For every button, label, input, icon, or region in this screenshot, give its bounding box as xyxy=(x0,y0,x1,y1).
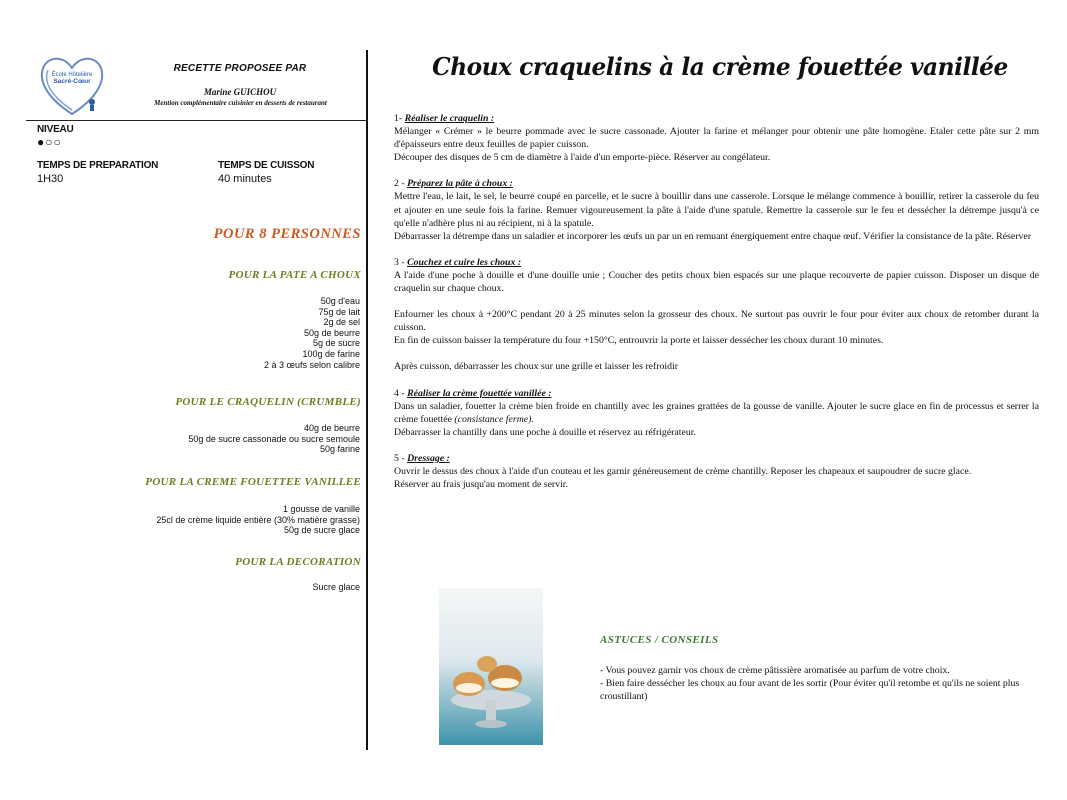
step-3 xyxy=(394,256,1039,295)
level-dot-empty: ○ xyxy=(53,135,62,149)
level-label: NIVEAU xyxy=(37,124,74,135)
step-text: Découper des disques de 5 cm de diamètre à l'aide d'un emporte-pièce. Réserver au congélateur. xyxy=(394,152,771,164)
level-dot-filled: ● xyxy=(37,135,46,149)
step-heading: Réaliser le craquelin : xyxy=(404,113,495,124)
level-rating xyxy=(37,136,62,148)
ingredient-item: 2g de sel xyxy=(323,317,360,328)
ingredient-item: 40g de beurre xyxy=(303,423,360,433)
step-heading: Réaliser la crème fouettée vanillée : xyxy=(407,387,552,399)
step-text: Après cuisson, débarrasser les choux sur une grille et laisser les refroidir xyxy=(394,361,679,373)
author-name: Marine GUICHOU xyxy=(203,87,277,97)
ingredient-item: 2 à 3 œufs selon calibre xyxy=(263,359,360,370)
recipe-steps xyxy=(394,112,1039,504)
tips-list xyxy=(600,664,1040,703)
cook-time-value: 40 minutes xyxy=(218,173,272,185)
step-text: Débarrasser la chantilly dans une poche à douille et réservez au réfrigérateur. xyxy=(394,426,696,438)
step-heading: Préparez la pâte à choux : xyxy=(407,178,513,190)
recipe-photo xyxy=(439,588,543,745)
ingredient-item: 50g de sucre cassonade ou sucre semoule xyxy=(188,433,360,444)
ingredient-item: 25cl de crème liquide entière (30% matière grasse) xyxy=(156,514,360,525)
school-logo xyxy=(36,52,108,120)
cook-time-label: TEMPS DE CUISSON xyxy=(218,160,315,171)
step-number: 4 - xyxy=(394,387,405,399)
section-title-craquelin: POUR LE CRAQUELIN (CRUMBLE) xyxy=(175,396,361,408)
column-divider xyxy=(366,50,368,750)
ingredient-list-pate-a-choux xyxy=(40,296,360,370)
tip-item: - Vous pouvez garnir vos choux de crème pâtissière aromatisée au parfum de votre choix. xyxy=(600,665,950,676)
step-text: En fin de cuisson baisser la température du four +150°C, entrouvrir la porte et laisser dessécher les choux durant 10 minutes. xyxy=(394,335,884,347)
ingredient-item: Sucre glace xyxy=(312,582,360,592)
ingredient-list-decoration xyxy=(40,582,360,593)
servings-heading: POUR 8 PERSONNES xyxy=(213,226,361,242)
step-text: Dans un saladier, fouetter la crème bien froide en chantilly avec les graines grattées de la gousse de vanille. Ajouter le sucre glace en fin de processus et serrer la crème fouettée xyxy=(394,400,1039,425)
step-number: 2 - xyxy=(394,178,405,190)
step-number: 3 - xyxy=(394,256,405,268)
step-text: Débarrasser la détrempe dans un saladier et incorporer les œufs un par un en remuant énergiquement entre chaque œuf. Vérifier la consistance de la pâte. Réserver xyxy=(394,230,1031,242)
step-5 xyxy=(394,452,1039,491)
author-mention: Mention complémentaire cuisinier en desserts de restaurant xyxy=(154,99,327,107)
proposed-by-label: RECETTE PROPOSEE PAR xyxy=(173,63,307,74)
section-title-pate-a-choux: POUR LA PATE A CHOUX xyxy=(228,269,361,281)
ingredient-item: 50g farine xyxy=(319,444,360,455)
step-text: Ouvrir le dessus des choux à l'aide d'un couteau et les garnir généreusement de crème chantilly. Reposer les chapeaux et saupoudrer de sucre glace. xyxy=(394,465,972,477)
step-1 xyxy=(394,112,1039,164)
level-dot-empty: ○ xyxy=(45,135,54,149)
step-text: Enfourner les choux à +200°C pendant 20 à 25 minutes selon la grosseur des choux. Ne surtout pas ouvrir le four pour éviter aux choux de retomber durant la cuisson. xyxy=(394,309,1039,334)
section-title-decoration: POUR LA DECORATION xyxy=(235,556,361,568)
step-3-bake xyxy=(394,308,1039,347)
ingredient-item: 1 gousse de vanille xyxy=(282,504,360,514)
step-3-cool xyxy=(394,360,1039,373)
section-title-creme-fouettee: POUR LA CREME FOUETTEE VANILLEE xyxy=(145,476,361,488)
ingredient-item: 50g de beurre xyxy=(303,327,360,338)
tips-heading: ASTUCES / CONSEILS xyxy=(600,634,719,646)
ingredient-item: 75g de lait xyxy=(318,306,360,317)
step-heading: Dressage : xyxy=(407,452,450,464)
ingredient-item: 50g d'eau xyxy=(320,296,360,306)
logo-line-1: École Hôtelière xyxy=(51,72,93,78)
step-text: Réserver au frais jusqu'au moment de servir. xyxy=(394,479,568,491)
step-number: 5 - xyxy=(394,452,405,464)
step-text: Mélanger « Crémer » le beurre pommade avec le sucre cassonade. Ajouter la farine et mélanger pour obtenir une pâte homogène. Etaler cette pâte sur 2 mm d'épaisseurs entre deux feuilles de papier cuisson. xyxy=(394,126,1039,151)
ingredient-item: 100g de farine xyxy=(302,348,360,359)
step-heading: Couchez et cuire les choux : xyxy=(407,256,522,268)
tip-item: - Bien faire dessécher les choux au four avant de les sortir (Pour éviter qu'il retombe et qu'ils ne soient plus croustillant) xyxy=(600,678,1020,702)
ingredient-item: 5g de sucre xyxy=(312,338,360,349)
logo-line-2: Sacré-Cœur xyxy=(53,78,91,85)
prep-time-value: 1H30 xyxy=(37,173,64,185)
ingredient-item: 50g de sucre glace xyxy=(283,525,360,536)
recipe-title: Choux craquelins à la crème fouettée vanillée xyxy=(432,52,1008,81)
step-note: (consistance ferme). xyxy=(454,413,534,425)
ingredient-list-craquelin xyxy=(40,423,360,455)
step-2 xyxy=(394,177,1039,242)
prep-time-label: TEMPS DE PREPARATION xyxy=(37,160,159,171)
ingredient-list-creme-fouettee xyxy=(40,504,360,536)
step-text: A l'aide d'une poche à douille et d'une douille unie ; Coucher des petits choux bien espacés sur une plaque recouverte de papier cuisson. Disposer un disque de craquelin sur chaque choux. xyxy=(394,269,1039,295)
header-divider xyxy=(26,120,366,121)
step-number: 1- xyxy=(394,113,403,124)
step-4 xyxy=(394,387,1039,439)
step-text: Mettre l'eau, le lait, le sel, le beurre coupé en parcelle, et le sucre à bouillir dans une casserole. Lorsque le mélange commence à bouillir, retirer la casserole du feu et ajouter en une seule fois la farine. Remuer vigoureusement la pâte à l'aide d'une spatule. Remettre la casserole sur le feu et dessécher la détrempe jusqu'à ce qu'elle n'adhère plus ni au récipient, ni à la spatule. xyxy=(394,191,1039,229)
